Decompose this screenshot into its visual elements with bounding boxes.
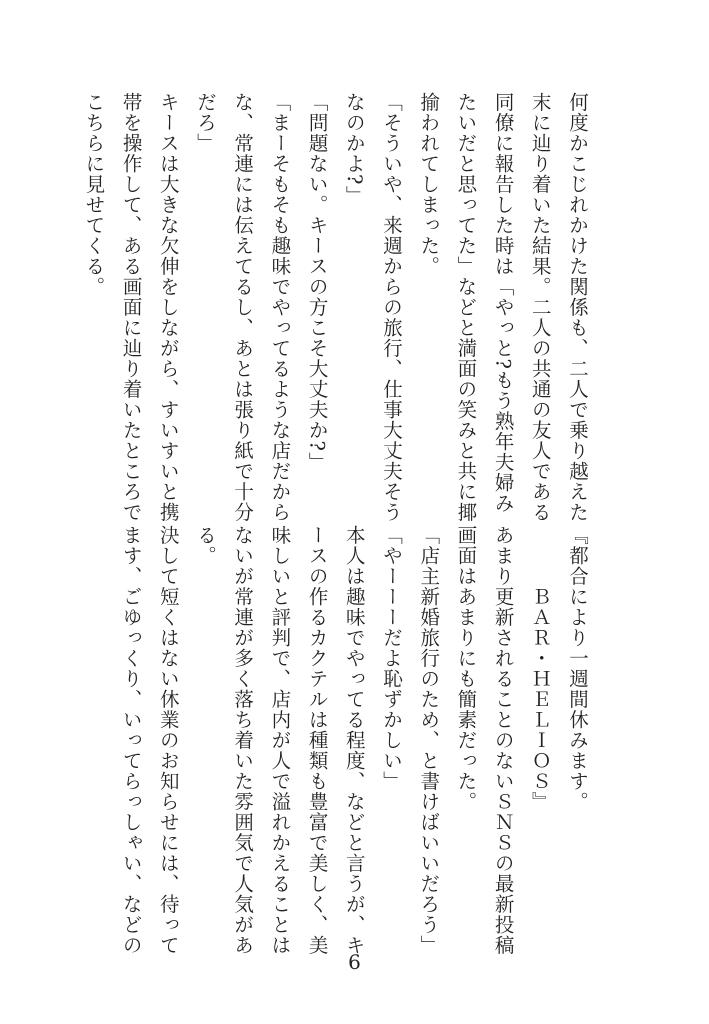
text-line: ースの作るカクテルは種類も豊富で美しく、美 bbox=[305, 525, 329, 956]
text-line: 何度かこじれかけた関係も、二人で乗り越えた bbox=[566, 92, 589, 523]
text-line: たいだと思ってた」などと満面の笑みと共に揶 bbox=[454, 92, 478, 523]
text-line: 帯を操作して、ある画面に辿り着いたところで bbox=[119, 92, 143, 523]
text-line: 「まーそもそも趣味でやってるような店だから bbox=[268, 92, 292, 523]
text-line: 同僚に報告した時は「やっと?もう熟年夫婦み bbox=[491, 92, 515, 514]
text-line: 本人は趣味でやってる程度、などと言うが、キ bbox=[342, 525, 366, 956]
text-line: ＢＡＲ・ＨＥＬＩＯＳ』 bbox=[528, 525, 552, 812]
text-line: 揄われてしまった。 bbox=[417, 92, 441, 277]
text-line: キースは大きな欠伸をしながら、すいすいと携 bbox=[156, 92, 180, 523]
text-line: ます、ごゆっくり、いってらっしゃい、などの bbox=[119, 525, 143, 956]
page-number: 6 bbox=[348, 950, 361, 974]
text-block-upper bbox=[75, 92, 596, 523]
text-line: 「そういや、来週からの旅行、仕事大丈夫そう bbox=[379, 92, 403, 523]
text-line: 『都合により一週間休みます。 bbox=[566, 525, 589, 812]
text-line: な、常連には伝えてるし、あとは張り紙で十分 bbox=[231, 92, 255, 523]
text-line: なのかよ?」 bbox=[342, 92, 366, 206]
text-line: 「問題ない。キースの方こそ大丈夫か?」 bbox=[305, 92, 329, 473]
text-line: る。 bbox=[193, 525, 217, 566]
text-line: あまり更新されることのないＳＮＳの最新投稿 bbox=[491, 525, 515, 956]
text-line: 「店主新婚旅行のため、と書けばいいだろう」 bbox=[417, 525, 441, 956]
text-line: だろ」 bbox=[193, 92, 217, 154]
text-block-lower bbox=[112, 525, 596, 956]
text-line: 画面はあまりにも簡素だった。 bbox=[454, 525, 478, 812]
text-line: 「やーーーだよ恥ずかしい」 bbox=[379, 525, 403, 792]
text-line: ないが常連が多く落ち着いた雰囲気で人気があ bbox=[231, 525, 255, 956]
text-line: 末に辿り着いた結果。二人の共通の友人である bbox=[528, 92, 552, 523]
text-line: 決して短くはない休業のお知らせには、待って bbox=[156, 525, 180, 956]
text-line: 味しいと評判で、店内が人で溢れかえることは bbox=[268, 525, 292, 956]
text-line: こちらに見せてくる。 bbox=[82, 92, 106, 297]
